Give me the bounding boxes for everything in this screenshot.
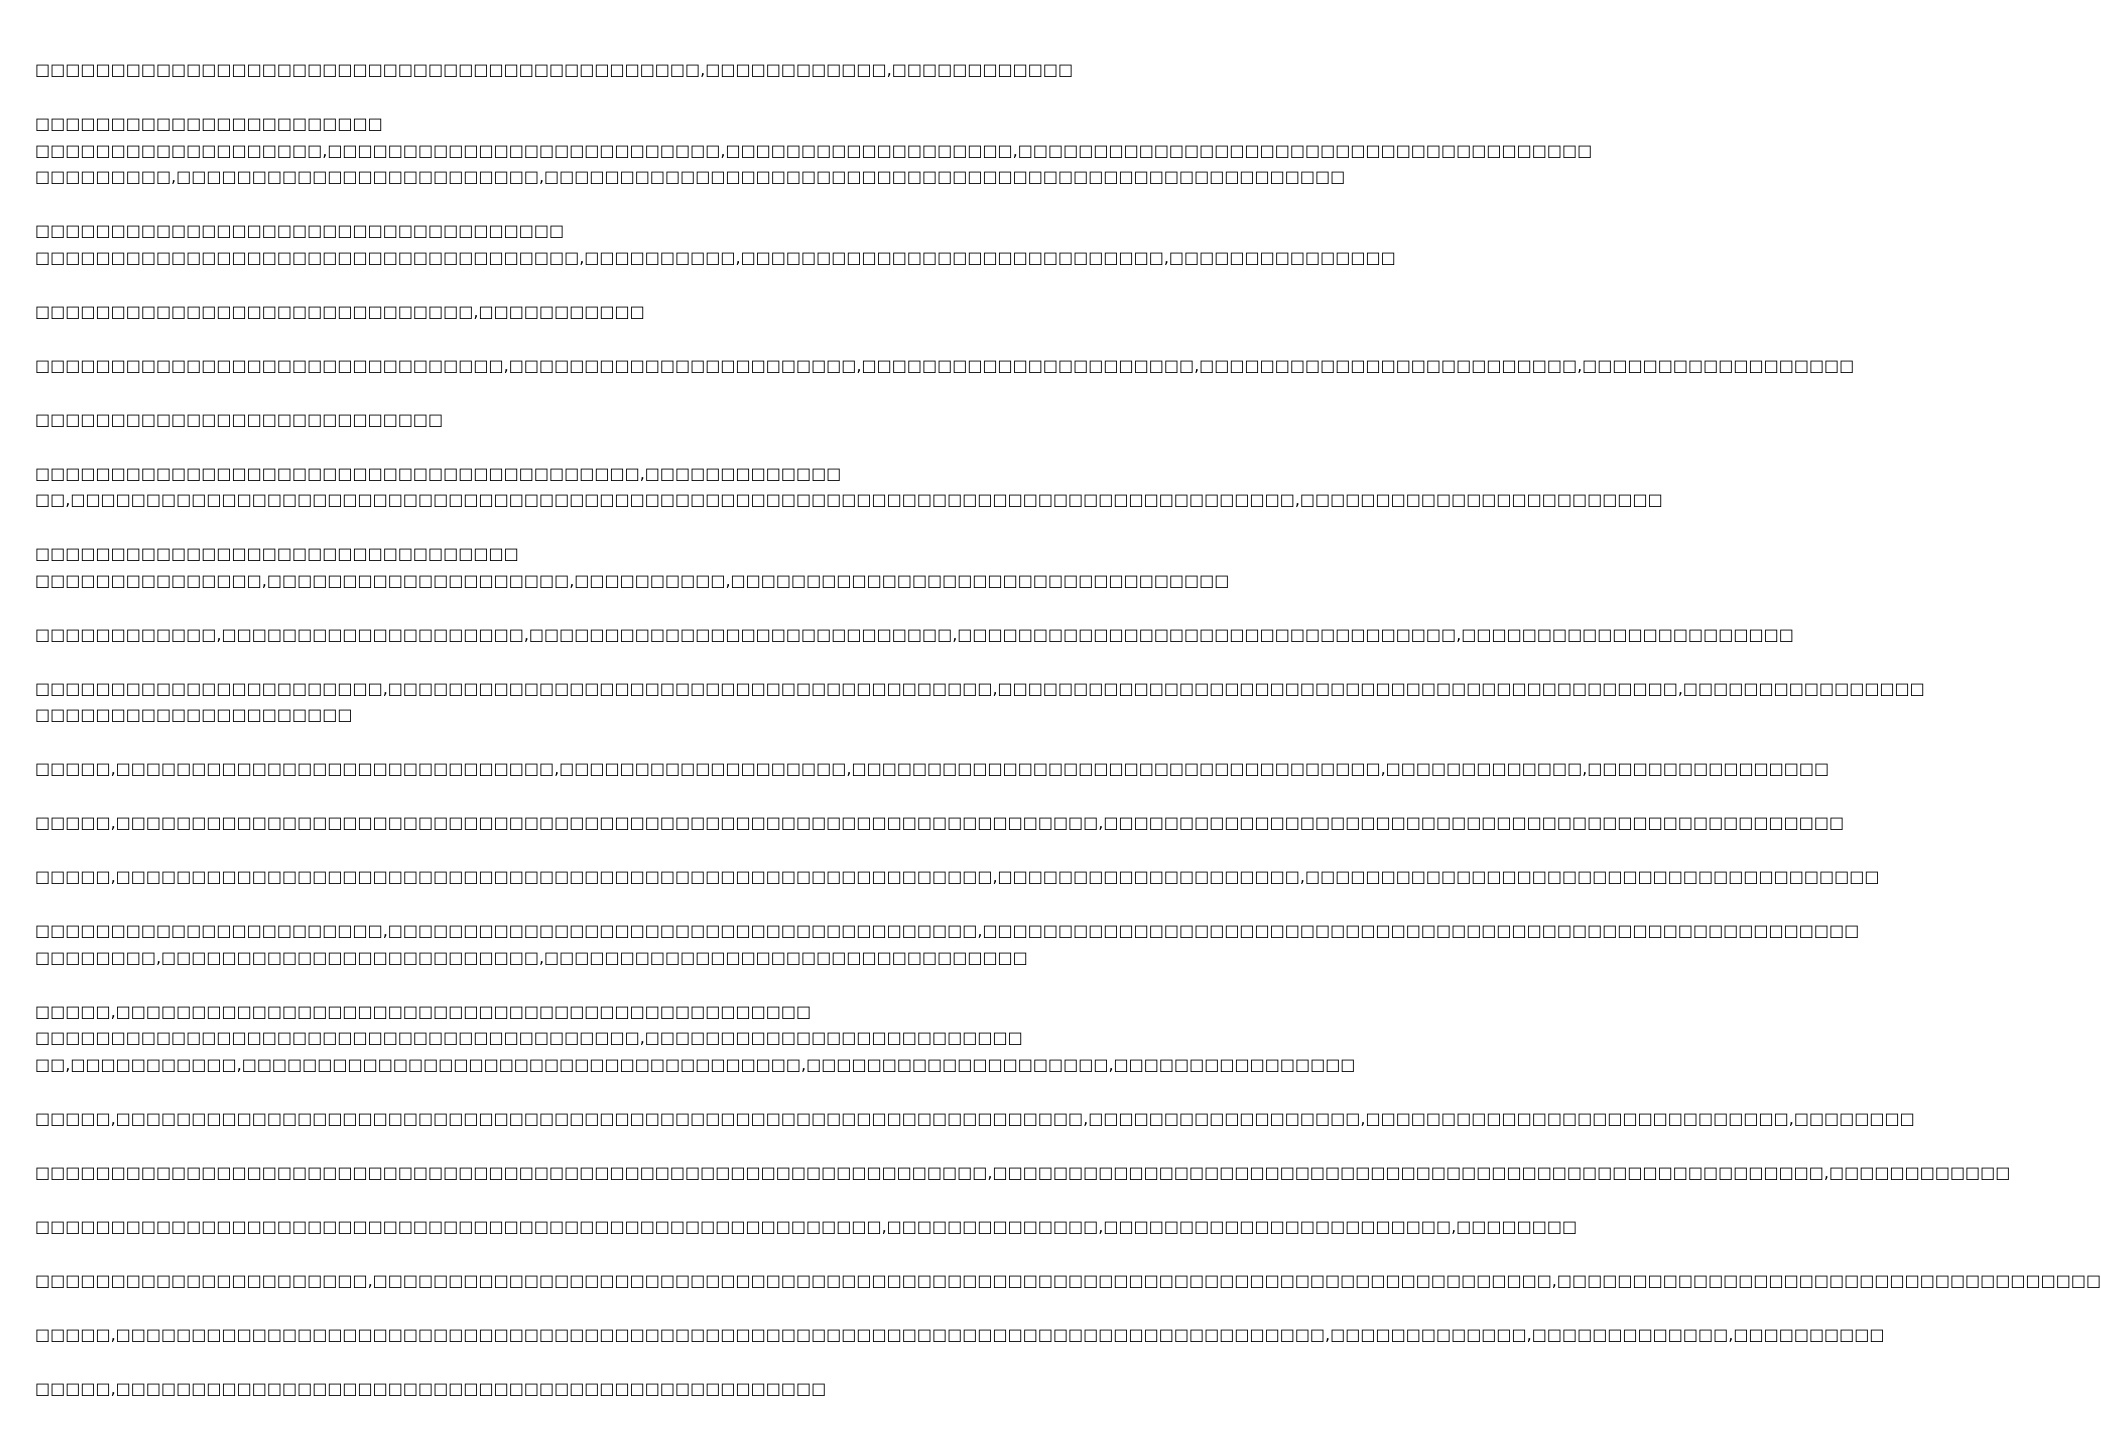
paragraph — [35, 756, 1830, 783]
paragraph — [35, 1322, 1885, 1349]
text-line: □□□□□□□□□□□□□□□□□□□□□□□□□□□□□□□,□□□□□□□□□□□□□□□□□□□□□□□,□□□□□□□□□□□□□□□□□□□□□□,□□□□□□□□□□□□□□□□□□□□□□□□□,□□□□□□□□□□□□□□□□□□ — [35, 355, 1855, 375]
paragraph — [35, 1376, 990, 1403]
text-line: □□□□□□□□□□□□□□□□□□□,□□□□□□□□□□□□□□□□□□□□□□□□□□,□□□□□□□□□□□□□□□□□□□,□□□□□□□□□□□□□□□□□□□□□□□□□□□□□□□□□□□□□□ — [35, 140, 1593, 160]
text-line: □□□□□□□□□□□□□□□,□□□□□□□□□□□□□□□□□□□□,□□□□□□□□□□,□□□□□□□□□□□□□□□□□□□□□□□□□□□□□□□□□ — [35, 570, 1230, 590]
document-body — [35, 57, 2101, 1430]
paragraph — [35, 622, 1794, 649]
paragraph — [35, 1106, 1915, 1133]
text-line: □□□□□,□□□□□□□□□□□□□□□□□□□□□□□□□□□□□□□□□□□□□□□□□□□□□□□□□□□□□□□□□□,□□□□□□□□□□□□□□□□□□□□,□□□□□□□□□□□□□□□□□□□□□□□□□□□□□□□□□□□□□□ — [35, 867, 1880, 886]
paragraph — [35, 299, 990, 326]
text-line: □□□□□□□□□□□□□□□□□□□□□□□,□□□□□□□□□□□□□□□□□□□□□□□□□□□□□□□□□□□□□□□,□□□□□□□□□□□□□□□□□□□□□□□□□□□□□□□□□□□□□□□□□□□□□□□□□□□□□□□□□□ — [35, 921, 1860, 940]
text-line: □□□□□□□□□□□□□□□□□□□□□□□□□□□□□□□□□□□□□□□□□□□□□□□□□□□□□□□□□□□□□□□,□□□□□□□□□□□□□□□□□□□□□□□□□□□□□□□□□□□□□□□□□□□□□□□□□□□□□□□,□□□□□□□□□□□□ — [35, 1162, 2011, 1182]
paragraph — [35, 407, 990, 434]
text-line: □□□□□□□□□□□□□□□□□□□□□□,□□□□□□□□□□□□□□□□□□□□□□□□□□□□□□□□□□□□□□□□□□□□□□□□□□□□□□□□□□□□□□□□□□□□□□□□□□□□□□,□□□□□□□□□□□□□□□□□□□□□□□□□□□□□□□□□□□□ — [35, 1270, 2101, 1290]
text-line: □□,□□□□□□□□□□□□□□□□□□□□□□□□□□□□□□□□□□□□□□□□□□□□□□□□□□□□□□□□□□□□□□□□□□□□□□□□□□□□□□□□□,□□□□□□□□□□□□□□□□□□□□□□□□ — [35, 490, 1663, 509]
paragraph — [35, 918, 1860, 971]
paragraph — [35, 810, 1845, 837]
text-line: □□,□□□□□□□□□□□,□□□□□□□□□□□□□□□□□□□□□□□□□□□□□□□□□□□□□,□□□□□□□□□□□□□□□□□□□□,□□□□□□□□□□□□□□□□ — [35, 1054, 1356, 1074]
paragraph — [35, 353, 1855, 380]
text-line: □□□□□□□□,□□□□□□□□□□□□□□□□□□□□□□□□□,□□□□□□□□□□□□□□□□□□□□□□□□□□□□□□□□ — [35, 947, 1028, 967]
paragraph — [35, 461, 1663, 514]
text-line: □□□□□□□□□□□□□□□□□□□□□□□□□□□□□□□□□□□□□□□□□□□□□□□□□□□□□□□□,□□□□□□□□□□□□□□,□□□□□□□□□□□□□□□□□□□□□□□,□□□□□□□□ — [35, 1216, 1578, 1236]
text-line: □□□□□,□□□□□□□□□□□□□□□□□□□□□□□□□□□□□,□□□□□□□□□□□□□□□□□□□,□□□□□□□□□□□□□□□□□□□□□□□□□□□□□□□□□□□,□□□□□□□□□□□□□,□□□□□□□□□□□□□□□□ — [35, 759, 1830, 778]
text-line: □□□□□□□□□□□□□□□□□□□□□□□□□□□□□,□□□□□□□□□□□ — [35, 301, 645, 321]
text-line: □□□□□□□□□□□□□□□□□□□□□□□□□□□□□□□□□□□□□□□□□□□□,□□□□□□□□□□□□,□□□□□□□□□□□□ — [35, 60, 1074, 79]
paragraph — [35, 1160, 2011, 1187]
text-line: □□□□□,□□□□□□□□□□□□□□□□□□□□□□□□□□□□□□□□□□□□□□□□□□□□□□ — [35, 1001, 812, 1021]
text-line: □□□□□□□□□□□□□□□□□□□□□□□,□□□□□□□□□□□□□□□□□□□□□□□□□□□□□□□□□□□□□□□□,□□□□□□□□□□□□□□□□□□□□□□□□□□□□□□□□□□□□□□□□□□□□□,□□□□□□□□□□□□□□□□ — [35, 678, 1925, 698]
text-line: □□□□□,□□□□□□□□□□□□□□□□□□□□□□□□□□□□□□□□□□□□□□□□□□□□□□□□□□□□□□□□□□□□□□□□□,□□□□□□□□□□□□□□□□□□□□□□□□□□□□□□□□□□□□□□□□□□□□□□□□□ — [35, 813, 1845, 832]
text-line: □□□□□□□□□□□□□□□□□□□□□□□□□□□□□□□□□□□ — [35, 221, 565, 240]
text-line: □□□□□□□□□□□□□□□□□□□□□ — [35, 705, 353, 724]
text-line: □□□□□□□□□□□□□□□□□□□□□□□□□□□□□□□□□□□□□□□□,□□□□□□□□□□□□□ — [35, 463, 842, 483]
text-line: □□□□□□□□□□□□□□□□□□□□□□□ — [35, 114, 383, 133]
text-line: □□□□□,□□□□□□□□□□□□□□□□□□□□□□□□□□□□□□□□□□□□□□□□□□□□□□□□□□□□□□□□□□□□□□□□,□□□□□□□□□□□□□□□□□□,□□□□□□□□□□□□□□□□□□□□□□□□□□□□,□□□□□□□□ — [35, 1108, 1915, 1128]
paragraph — [35, 1214, 1578, 1241]
text-line: □□□□□□□□□□□□□□□□□□□□□□□□□□□□□□□□□□□□□□□□,□□□□□□□□□□□□□□□□□□□□□□□□□ — [35, 1028, 1023, 1047]
text-line: □□□□□,□□□□□□□□□□□□□□□□□□□□□□□□□□□□□□□□□□□□□□□□□□□□□□□ — [35, 1378, 827, 1398]
paragraph — [35, 218, 1396, 271]
paragraph — [35, 57, 1074, 84]
paragraph — [35, 111, 1593, 191]
paragraph — [35, 541, 1230, 594]
paragraph — [35, 999, 1356, 1079]
text-line: □□□□□□□□□□□□□□□□□□□□□□□□□□□□□□□□□□□□,□□□□□□□□□□,□□□□□□□□□□□□□□□□□□□□□□□□□□□□,□□□□□□□□□□□□□□□ — [35, 247, 1396, 267]
paragraph — [35, 1268, 2101, 1295]
paragraph — [35, 864, 1880, 891]
text-line: □□□□□□□□□□□□,□□□□□□□□□□□□□□□□□□□□,□□□□□□□□□□□□□□□□□□□□□□□□□□□□,□□□□□□□□□□□□□□□□□□□□□□□□□□□□□□□□□,□□□□□□□□□□□□□□□□□□□□□□ — [35, 624, 1794, 644]
text-line: □□□□□,□□□□□□□□□□□□□□□□□□□□□□□□□□□□□□□□□□□□□□□□□□□□□□□□□□□□□□□□□□□□□□□□□□□□□□□□□□□□□□□□,□□□□□□□□□□□□□,□□□□□□□□□□□□□,□□□□□□□□□□ — [35, 1324, 1885, 1344]
text-line: □□□□□□□□□,□□□□□□□□□□□□□□□□□□□□□□□□,□□□□□□□□□□□□□□□□□□□□□□□□□□□□□□□□□□□□□□□□□□□□□□□□□□□□□ — [35, 167, 1346, 186]
text-line: □□□□□□□□□□□□□□□□□□□□□□□□□□□ — [35, 409, 444, 429]
text-line: □□□□□□□□□□□□□□□□□□□□□□□□□□□□□□□□ — [35, 544, 519, 563]
paragraph — [35, 676, 1925, 729]
